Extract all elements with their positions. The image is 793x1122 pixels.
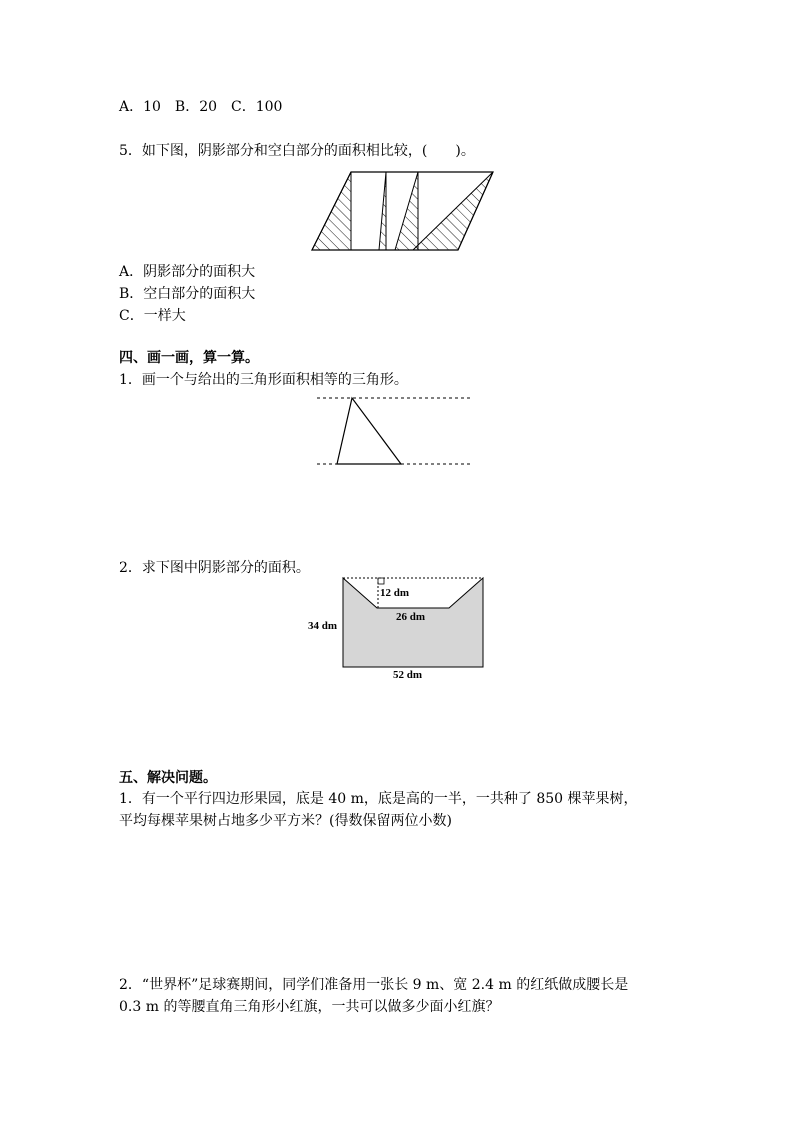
section5-title: 五、解决问题。 bbox=[119, 770, 217, 786]
label-26dm: 26 dm bbox=[396, 611, 426, 623]
q5-option-b: B．空白部分的面积大 bbox=[119, 286, 256, 302]
q5-option-a: A．阴影部分的面积大 bbox=[119, 264, 256, 280]
section5-q2-line2: 0.3 m 的等腰直角三角形小红旗，一共可以做多少面小红旗？ bbox=[119, 999, 500, 1015]
parallelogram-figure bbox=[305, 166, 495, 256]
q4-options: A．10 B．20 C．100 bbox=[119, 99, 283, 115]
shaded-area-figure bbox=[340, 574, 486, 674]
right-angle-mark bbox=[378, 578, 384, 584]
given-triangle bbox=[337, 398, 401, 464]
q5-option-c: C．一样大 bbox=[119, 308, 186, 324]
section4-q1: 1．画一个与给出的三角形面积相等的三角形。 bbox=[119, 372, 408, 388]
section5-q1-line1: 1．有一个平行四边形果园，底是 40 m，底是高的一半，一共种了 850 棵苹果树， bbox=[119, 791, 638, 807]
q5-stem: 5．如下图，阴影部分和空白部分的面积相比较，( )。 bbox=[119, 143, 475, 159]
shaded-triangle-3 bbox=[395, 172, 418, 250]
shaded-triangle-6 bbox=[413, 172, 493, 250]
triangle-figure bbox=[315, 390, 475, 470]
section5-q2-line1: 2．“世界杯”足球赛期间，同学们准备用一张长 9 m、宽 2.4 m 的红纸做成腰长是 bbox=[119, 977, 629, 993]
label-12dm: 12 dm bbox=[380, 587, 410, 599]
section5-q1-line2: 平均每棵苹果树占地多少平方米？(得数保留两位小数) bbox=[119, 813, 452, 829]
label-52dm: 52 dm bbox=[393, 669, 423, 681]
section4-title: 四、画一画，算一算。 bbox=[119, 350, 259, 366]
section4-q2: 2．求下图中阴影部分的面积。 bbox=[119, 560, 310, 576]
label-34dm: 34 dm bbox=[308, 620, 338, 632]
shaded-triangle-a bbox=[379, 172, 386, 250]
